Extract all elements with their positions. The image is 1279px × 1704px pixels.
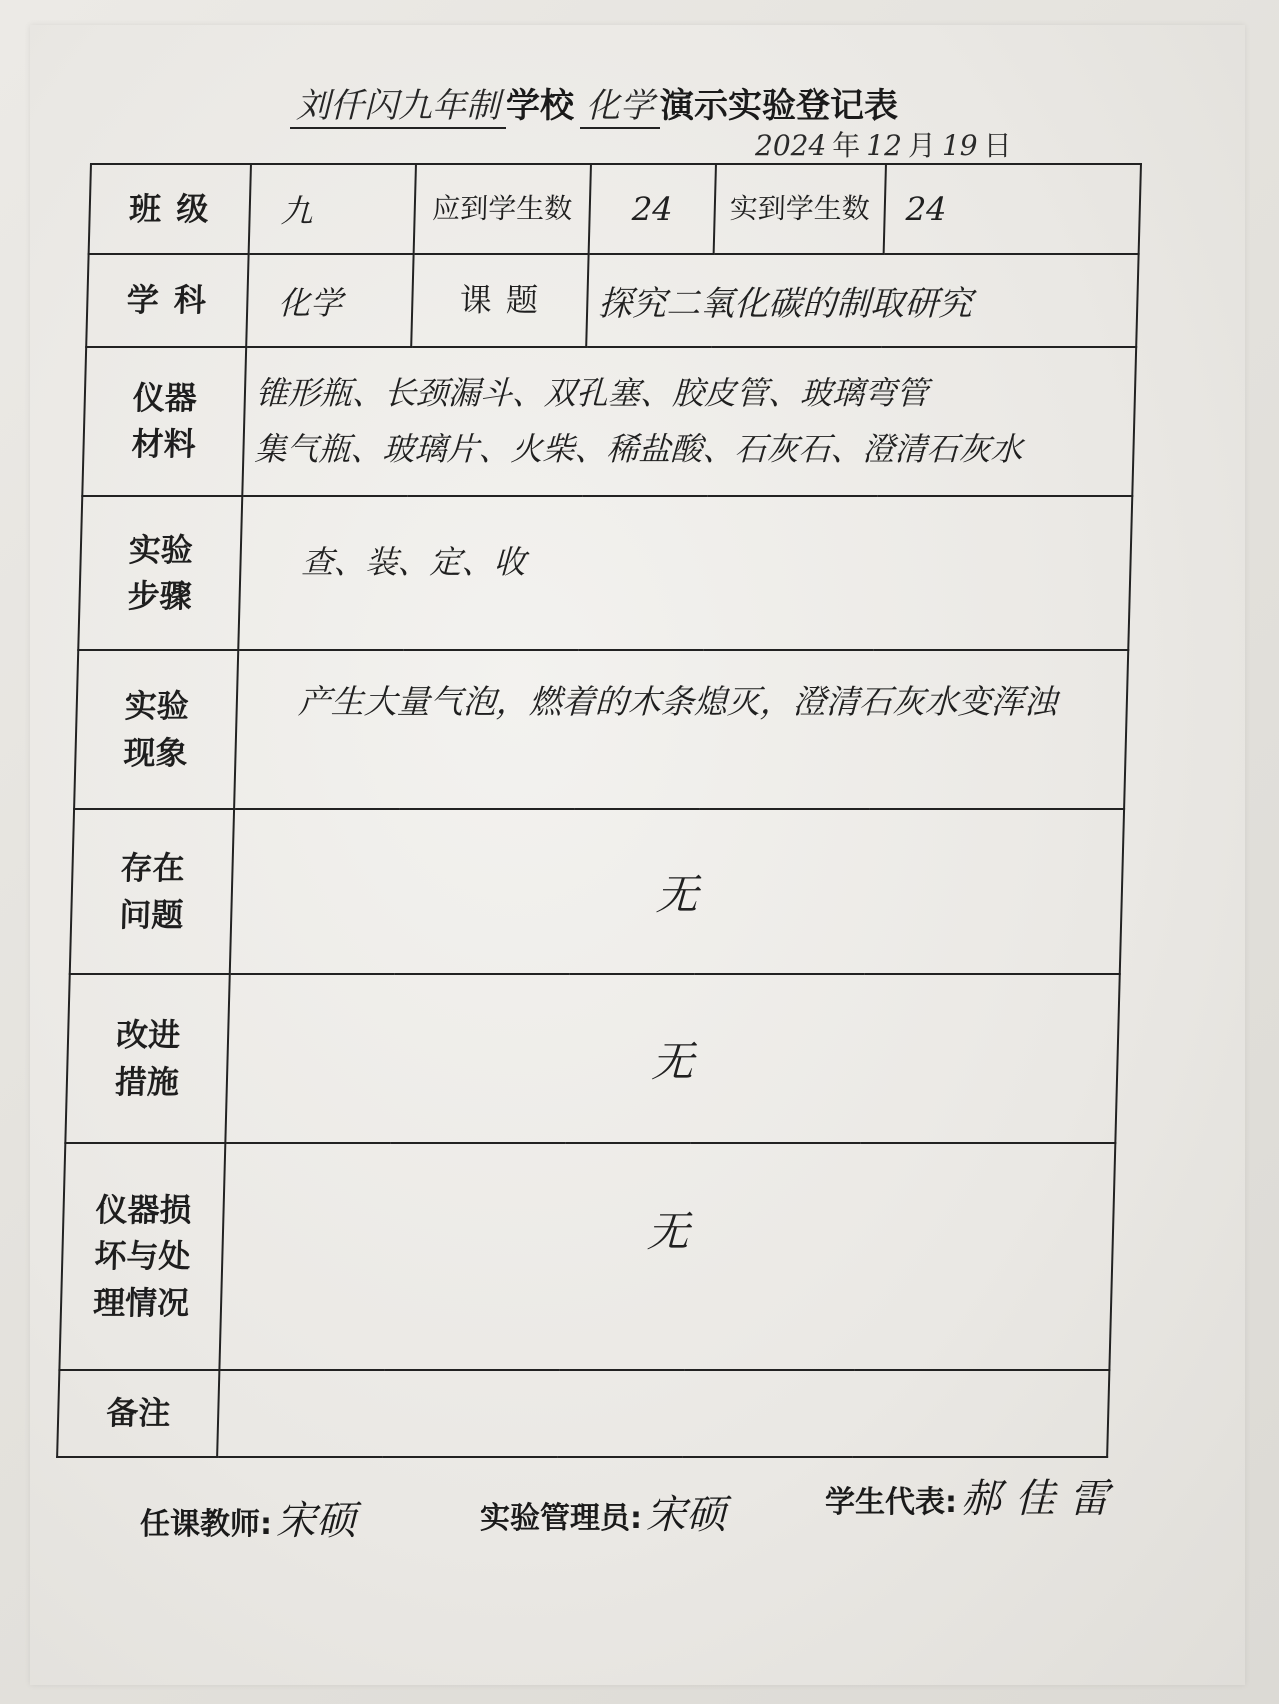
damage-label-line2: 坏与处	[93, 1237, 191, 1276]
student-label: 学生代表:	[825, 1485, 957, 1520]
improvements-label-line2: 措施	[114, 1062, 180, 1101]
admin-signature	[480, 1483, 726, 1540]
admin-name: 宋硕	[646, 1492, 726, 1538]
subject-label: 学 科	[86, 254, 248, 347]
damage-label-line3: 理情况	[92, 1283, 190, 1322]
problems-value: 无	[230, 809, 1124, 973]
problems-label	[70, 809, 234, 973]
instruments-line2: 集气瓶、玻璃片、火柴、稀盐酸、石灰石、澄清石灰水	[254, 430, 1024, 469]
teacher-signature	[140, 1489, 356, 1546]
date-day-label: 日	[983, 129, 1012, 162]
table-row-class	[89, 164, 1141, 254]
actual-students-value: 24	[884, 164, 1141, 254]
table-row-instruments	[82, 347, 1136, 496]
damage-label	[59, 1143, 225, 1369]
admin-label: 实验管理员:	[480, 1501, 642, 1536]
instruments-line1: 锥形瓶、长颈漏斗、双孔塞、胶皮管、玻璃弯管	[255, 374, 929, 413]
topic-label: 课 题	[411, 254, 588, 347]
remarks-value	[217, 1370, 1109, 1457]
phenomena-label-line1: 实验	[124, 687, 190, 726]
instruments-value	[242, 347, 1136, 496]
student-signature	[825, 1467, 1123, 1524]
signature-row	[140, 1475, 1160, 1555]
phenomena-value: 产生大量气泡，燃着的木条熄灭，澄清石灰水变浑浊	[234, 650, 1128, 809]
class-label: 班 级	[89, 164, 251, 254]
table-row-problems	[70, 809, 1124, 973]
registration-table	[56, 163, 1142, 1458]
remarks-label: 备注	[57, 1370, 219, 1457]
form-title-row	[290, 78, 990, 128]
date-month-label: 月	[907, 129, 936, 162]
steps-label-line2: 步骤	[127, 577, 193, 616]
school-suffix: 学校	[506, 86, 574, 126]
date-day: 19	[941, 129, 978, 162]
actual-students-label: 实到学生数	[714, 164, 886, 254]
date-year-label: 年	[832, 129, 861, 162]
phenomena-label	[74, 650, 238, 809]
student-name: 郝佳雷	[961, 1476, 1123, 1522]
date-month: 12	[866, 129, 902, 162]
improvements-label-line1: 改进	[115, 1016, 181, 1055]
class-value: 九	[249, 164, 416, 254]
instruments-label-line2: 材料	[131, 425, 197, 464]
expected-students-label: 应到学生数	[414, 164, 591, 254]
date-year: 2024	[755, 129, 827, 162]
form-title: 演示实验登记表	[660, 86, 898, 126]
form-date	[755, 124, 1018, 164]
table-row-remarks	[57, 1370, 1109, 1457]
problems-label-line2: 问题	[118, 895, 184, 934]
damage-value: 无	[219, 1143, 1115, 1369]
steps-label	[78, 496, 242, 650]
steps-value: 查、装、定、收	[238, 496, 1132, 650]
expected-students-value: 24	[589, 164, 716, 254]
improvements-value: 无	[225, 974, 1119, 1144]
school-name-handwritten: 刘仟闪九年制	[290, 78, 506, 129]
teacher-name: 宋硕	[276, 1498, 356, 1544]
table-row-subject	[86, 254, 1138, 347]
instruments-label-line1: 仪器	[132, 379, 198, 418]
steps-label-line1: 实验	[128, 530, 194, 569]
table-row-steps	[78, 496, 1132, 650]
problems-label-line1: 存在	[120, 849, 186, 888]
topic-value: 探究二氧化碳的制取研究	[586, 254, 1138, 347]
subject-value: 化学	[246, 254, 413, 347]
teacher-label: 任课教师:	[140, 1507, 272, 1542]
subject-handwritten: 化学	[580, 78, 660, 129]
table-row-damage	[59, 1143, 1115, 1369]
improvements-label	[65, 974, 229, 1144]
damage-label-line1: 仪器损	[95, 1190, 193, 1229]
instruments-label	[82, 347, 246, 496]
table-row-phenomena	[74, 650, 1128, 809]
phenomena-label-line2: 现象	[123, 733, 189, 772]
table-row-improvements	[65, 974, 1119, 1144]
